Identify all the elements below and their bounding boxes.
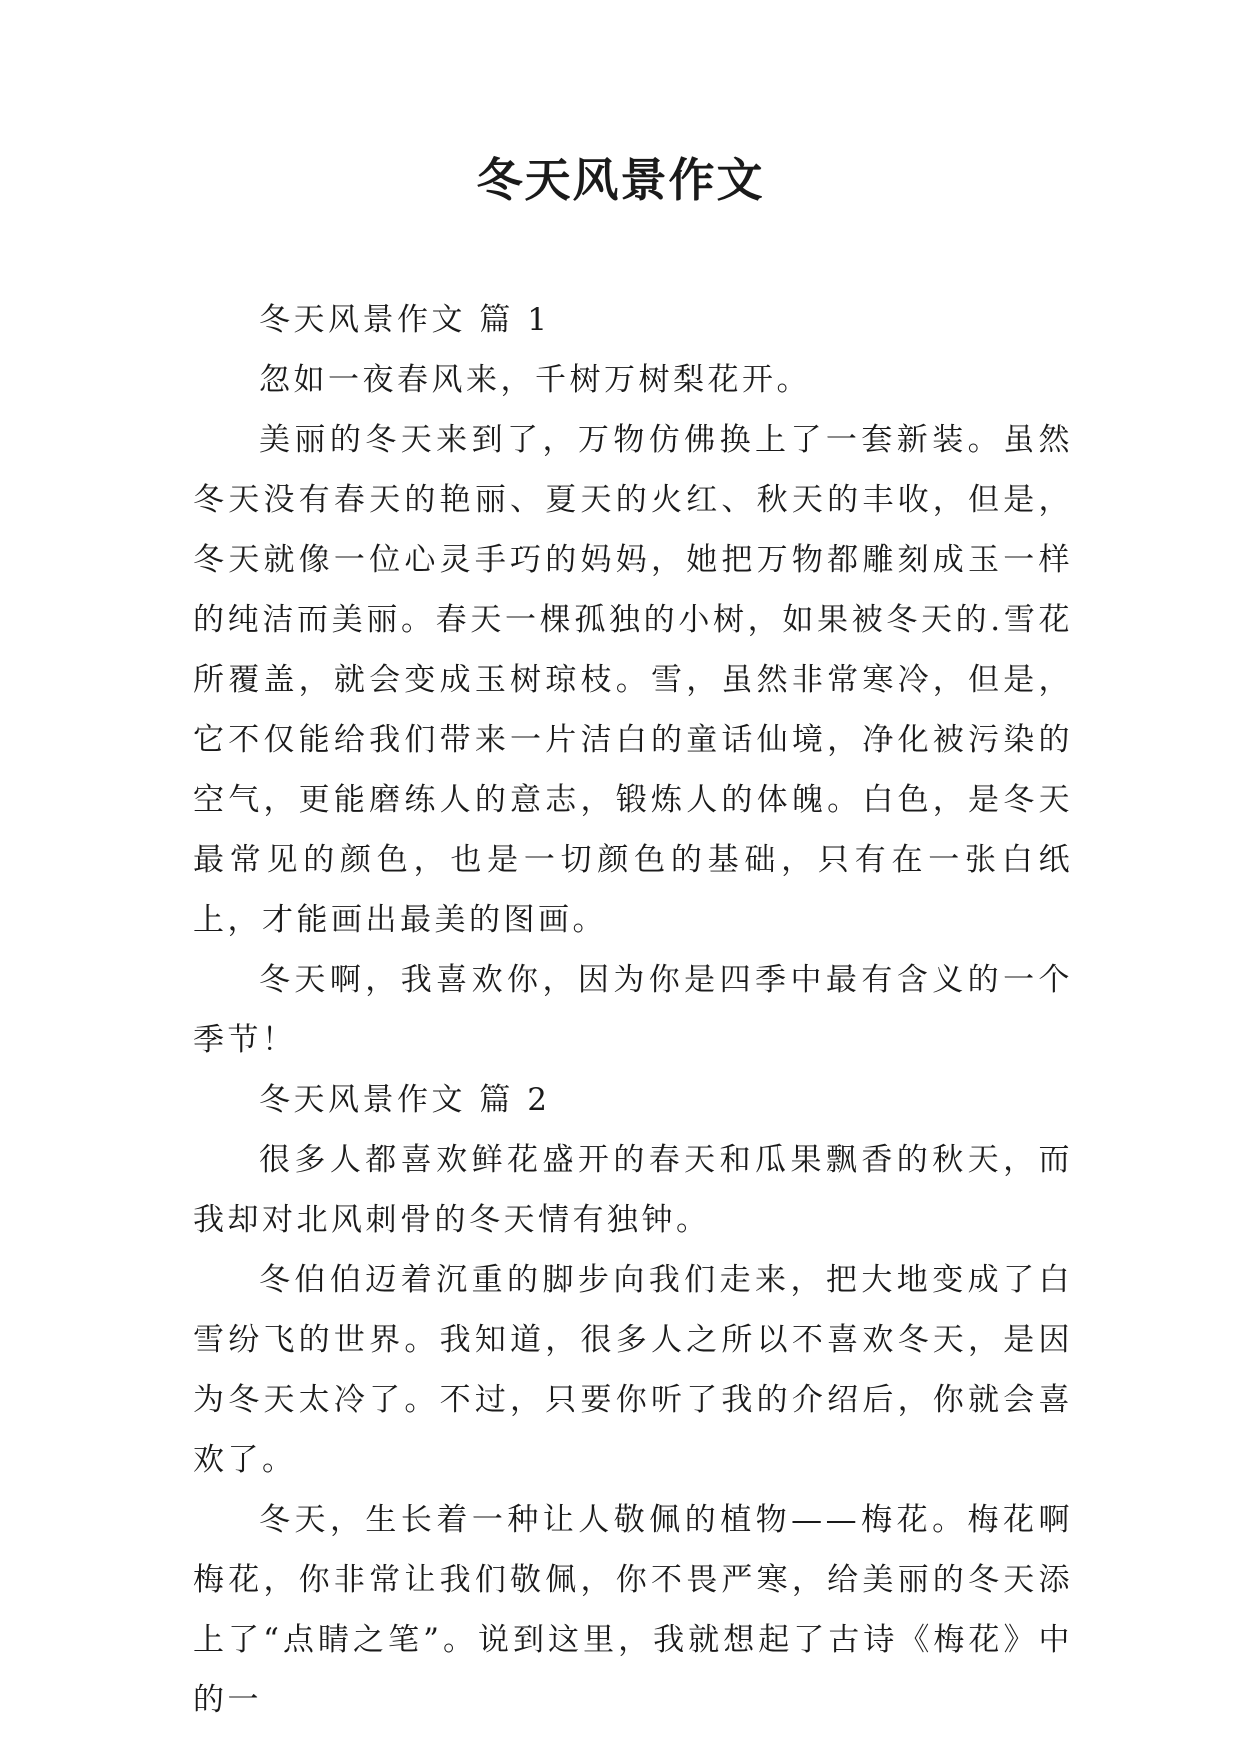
paragraph: 忽如一夜春风来，千树万树梨花开。: [259, 362, 811, 398]
paragraph: 冬天，生长着一种让人敬佩的植物——梅花。梅花啊梅花，你非常让我们敬佩，你不畏严寒，给美丽的冬天添上了“点睛之笔”。说到这里，我就想起了古诗《梅花》中的一: [193, 1502, 1073, 1718]
paragraph: 很多人都喜欢鲜花盛开的春天和瓜果飘香的秋天，而我却对北风刺骨的冬天情有独钟。: [193, 1142, 1073, 1238]
paragraph: 冬伯伯迈着沉重的脚步向我们走来，把大地变成了白雪纷飞的世界。我知道，很多人之所以不喜欢冬天，是因为冬天太冷了。不过，只要你听了我的介绍后，你就会喜欢了。: [193, 1262, 1073, 1478]
section-heading-2: 冬天风景作文 篇 2: [259, 1082, 551, 1118]
section-heading-1: 冬天风景作文 篇 1: [259, 302, 551, 338]
paragraph: 美丽的冬天来到了，万物仿佛换上了一套新装。虽然冬天没有春天的艳丽、夏天的火红、秋天的丰收，但是，冬天就像一位心灵手巧的妈妈，她把万物都雕刻成玉一样的纯洁而美丽。春天一棵孤独的小树，如果被冬天的.雪花所覆盖，就会变成玉树琼枝。雪，虽然非常寒冷，但是，它不仅能给我们带来一片洁白的童话仙境，净化被污染的空气，更能磨练人的意志，锻炼人的体魄。白色，是冬天最常见的颜色，也是一切颜色的基础，只有在一张白纸上，才能画出最美的图画。: [193, 422, 1073, 938]
document-body: [193, 290, 1073, 1730]
document-title: 冬天风景作文: [476, 153, 765, 207]
paragraph: 冬天啊，我喜欢你，因为你是四季中最有含义的一个季节！: [193, 962, 1073, 1058]
